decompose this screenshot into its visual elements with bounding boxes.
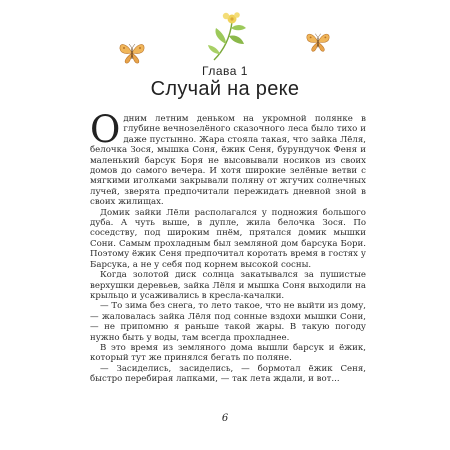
paragraph: — То зима без снега, то лето такое, что не выйти из дому, — жаловалась зайка Лёля под сонные вздохи мышки Сони, — не припомню я раньше такой жары. В такую погоду нужно быть у воды, там всегда прохладнее. <box>90 301 366 343</box>
chapter-text <box>90 108 366 385</box>
paragraph: В это время из земляного дома вышли барсук и ёжик, который тут же принялся бегать по поляне. <box>90 342 366 364</box>
chapter-title: Случай на реке <box>150 78 300 100</box>
paragraph <box>90 108 366 208</box>
paragraph: — Засиделись, засиделись, — бормотал ёжик Сеня, быстро перебирая лапками, — так лета ждали, и вот... <box>90 363 366 385</box>
paragraph: Когда золотой диск солнца закатывался за пушистые верхушки деревьев, зайка Лёля и мышка Соня выходили на крыльцо и усаживались в кресла-качалки. <box>90 270 366 301</box>
paragraph-text: дним летним деньком на укромной полянке в глубине вечнозелёного сказочного леса было тихо и даже пустынно. Жара стояла такая, что зайка Лёля, белочка Зося, мышка Соня, ёжик Сеня, бурундучок Феня и маленький барсук Боря не высовывали носиков из своих домов до самого вечера. И хотя широкие зелёные ветви с мягкими иголками закрывали поляну от жгучих солнечных лучей, зверята предпочитали пережидать дневной зной в своих жилищах. <box>90 114 366 208</box>
flower-sprig-icon <box>206 10 252 62</box>
chapter-number: Глава 1 <box>202 64 248 78</box>
butterfly-icon <box>118 40 146 66</box>
paragraph: Домик зайки Лёли располагался у подножия большого дуба. А чуть выше, в дупле, жила белочка Зося. По соседству, под широким пнём, прятался домик мышки Сони. Самым прохладным был земляной дом барсука Бори. Поэтому ёжик Сеня предпочитал коротать время в гостях у Барсука, а не у себя под корнем высокой сосны. <box>90 207 366 270</box>
page-number: 6 <box>221 413 229 424</box>
butterfly-icon <box>305 30 331 54</box>
drop-cap: О <box>90 108 121 151</box>
